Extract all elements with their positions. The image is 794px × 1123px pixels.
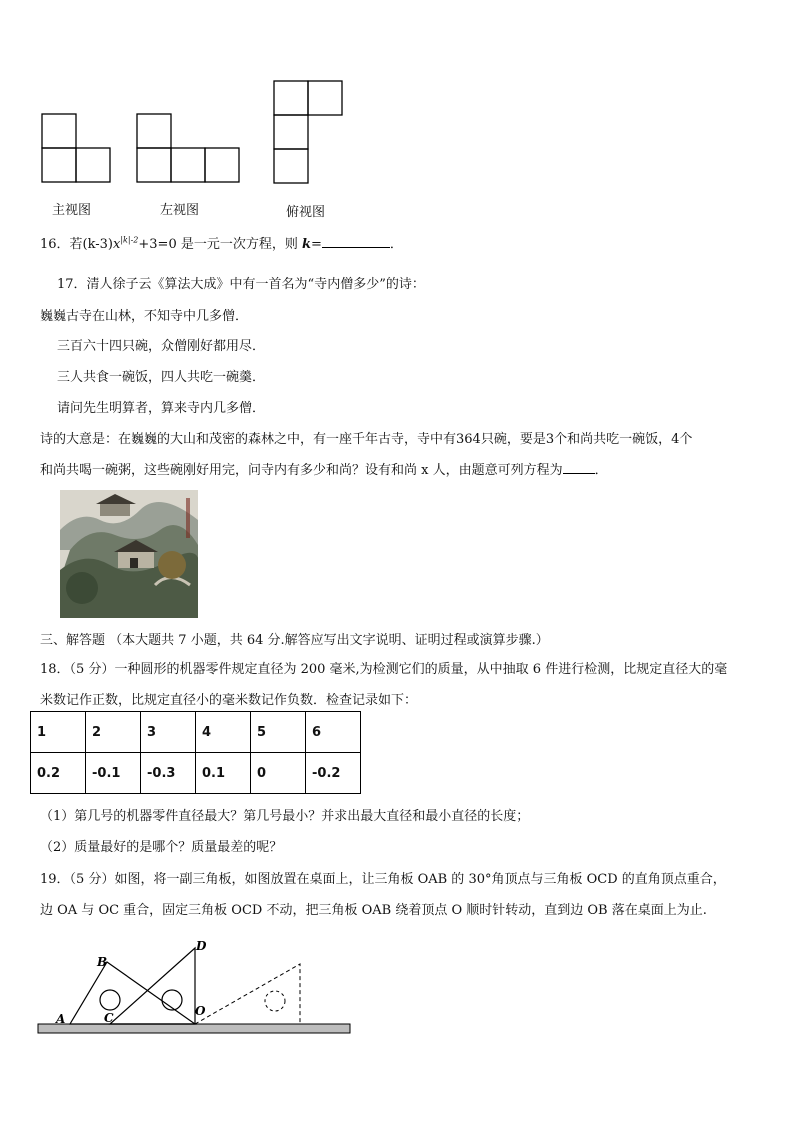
- label-d: D: [196, 939, 207, 953]
- table-cell: -0.2: [306, 753, 361, 794]
- table-cell: 0: [251, 753, 306, 794]
- q18-sub-2: （2）质量最好的是哪个？质量最差的呢？: [40, 840, 283, 855]
- rotated-triangle-hole: [265, 991, 285, 1011]
- table-cell: -0.1: [86, 753, 141, 794]
- table-row: [31, 753, 361, 794]
- question-16: [40, 233, 403, 252]
- triangle-oab: [70, 962, 195, 1024]
- q18-line-1: 18．（5 分）一种圆形的机器零件规定直径为 200 毫米,为检测它们的质量，从中抽取 6 件进行检测，比规定直径大的毫: [40, 662, 728, 677]
- q19-line-2: 边 OA 与 OC 重合，固定三角板 OCD 不动，把三角板 OAB 绕着顶点 O 顺时针转动，直到边 OB 落在桌面上为止.: [40, 903, 707, 918]
- q16-answer-blank[interactable]: [322, 247, 390, 248]
- q18-sub-1: （1）第几号的机器零件直径最大？第几号最小？并求出最大直径和最小直径的长度；: [40, 809, 530, 824]
- section-3-title: 三、解答题: [40, 633, 106, 648]
- q17-intro: 17．清人徐子云《算法大成》中有一首名为“寺内僧多少”的诗：: [57, 277, 425, 292]
- q16-end: ．: [389, 237, 403, 252]
- q18-line-2: 米数记作正数，比规定直径小的毫米数记作负数．检查记录如下：: [40, 693, 418, 708]
- ancient-temple-painting: [60, 490, 198, 618]
- table-row: [31, 712, 361, 753]
- q16-number: 16．: [40, 237, 70, 252]
- q17-explain-end: ．: [594, 463, 608, 478]
- q17-poem-line-2: 三百六十四只碗，众僧刚好都用尽．: [57, 339, 266, 354]
- table-cell: 0.2: [31, 753, 86, 794]
- label-a: A: [56, 1012, 66, 1026]
- inspection-record-table: [30, 711, 361, 794]
- label-c: C: [104, 1011, 114, 1025]
- q17-explain-line-1: 诗的大意是：在巍巍的大山和茂密的森林之中，有一座千年古寺，寺中有364只碗，要是3个和尚共吃一碗饭，4个: [40, 432, 693, 447]
- top-view-drawing: [272, 79, 346, 185]
- label-b: B: [97, 955, 108, 969]
- front-view-label: 主视图: [52, 203, 92, 218]
- q19-line-1: 19．（5 分）如图，将一副三角板，如图放置在桌面上，让三角板 OAB 的 30°角顶点与三角板 OCD 的直角顶点重合，: [40, 872, 726, 887]
- top-view-label: 俯视图: [286, 205, 326, 220]
- table-cell: 5: [251, 712, 306, 753]
- table-cell: 1: [31, 712, 86, 753]
- table-cell: 0.1: [196, 753, 251, 794]
- q16-eq: =: [311, 237, 322, 252]
- triangle-ocd-hole: [162, 990, 182, 1010]
- q16-exponent: |k|-2: [120, 235, 139, 245]
- left-view-drawing: [135, 112, 243, 184]
- label-o: O: [195, 1004, 206, 1018]
- rotated-triangle-dashed: [195, 964, 300, 1024]
- triangle-ocd: [110, 948, 195, 1024]
- q16-pre: 若(k-3): [69, 237, 114, 252]
- q17-poem-line-3: 三人共食一碗饭，四人共吃一碗羹．: [57, 370, 266, 385]
- front-view-drawing: [40, 112, 114, 184]
- q17-explain-line-2: [40, 459, 608, 478]
- q17-explain-text: 和尚共喝一碗粥，这些碗刚好用完，问寺内有多少和尚？设有和尚 x 人，由题意可列方程为: [40, 463, 563, 478]
- triangle-oab-hole: [100, 990, 120, 1010]
- q17-poem-line-4: 请问先生明算者，算来寺内几多僧．: [57, 401, 266, 416]
- table-cell: 2: [86, 712, 141, 753]
- q16-post: +3=0 是一元一次方程，则: [138, 237, 302, 252]
- section-3-heading: [40, 629, 549, 648]
- table-cell: 4: [196, 712, 251, 753]
- q16-var-x: x: [113, 237, 121, 252]
- table-cell: -0.3: [141, 753, 196, 794]
- table-cell: 6: [306, 712, 361, 753]
- q17-answer-blank[interactable]: [563, 473, 595, 474]
- table-cell: 3: [141, 712, 196, 753]
- left-view-label: 左视图: [160, 203, 200, 218]
- q16-k-label: k: [301, 237, 311, 252]
- desk-surface: [38, 1024, 350, 1033]
- q17-poem-line-1: 巍巍古寺在山林，不知寺中几多僧．: [40, 309, 249, 324]
- section-3-note: （本大题共 7 小题，共 64 分.解答应写出文字说明、证明过程或演算步骤.）: [109, 633, 549, 648]
- triangle-rotation-figure: [30, 935, 360, 1040]
